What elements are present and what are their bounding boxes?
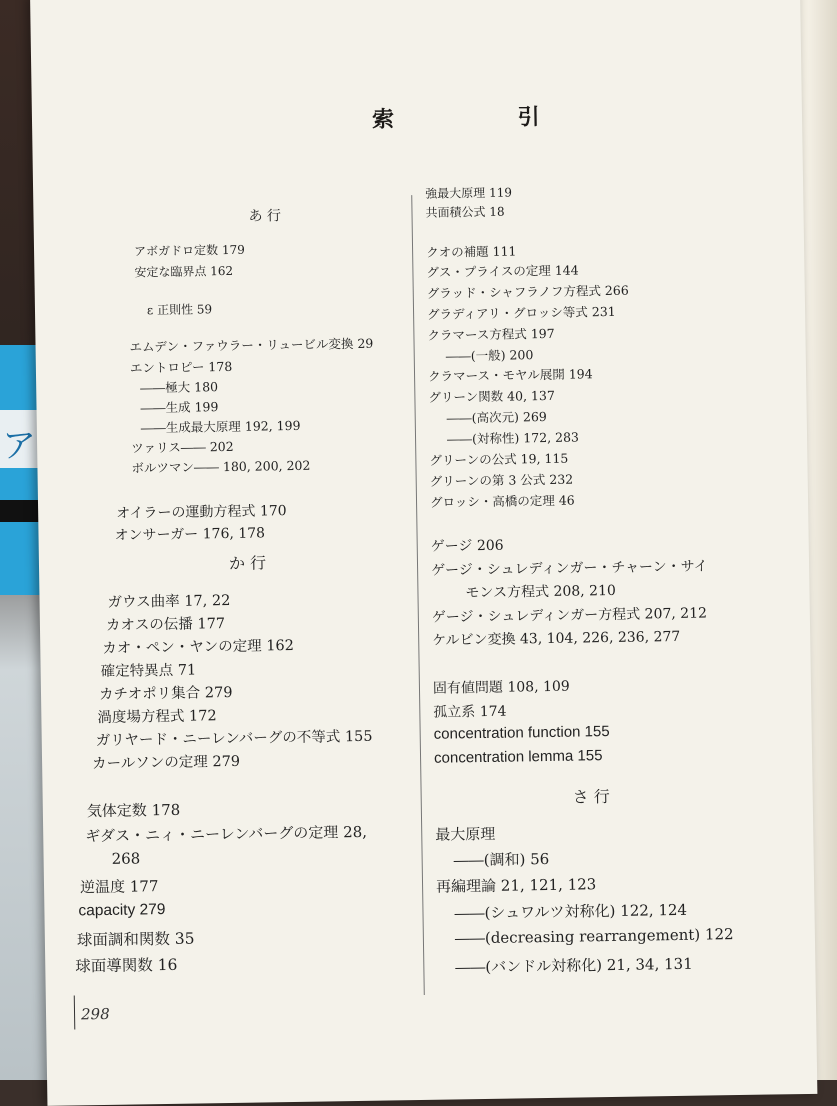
index-entry: ガリヤード・ニーレンバーグの不等式 155 bbox=[95, 728, 373, 750]
index-entry: ケルビン変換 43, 104, 226, 236, 277 bbox=[432, 628, 681, 649]
index-page bbox=[30, 0, 817, 1106]
index-entry: 気体定数 178 bbox=[86, 800, 181, 821]
index-entry: グラディアリ・グロッシ等式 231 bbox=[426, 303, 616, 322]
index-entry: 孤立系 174 bbox=[433, 703, 507, 721]
page-number: 298 bbox=[80, 1004, 110, 1024]
index-entry: グリーンの第 3 公式 232 bbox=[429, 471, 574, 489]
index-entry: カチオポリ集合 279 bbox=[98, 684, 233, 704]
index-entry: クオの補題 111 bbox=[426, 243, 517, 260]
index-entry: 268 bbox=[111, 849, 141, 868]
index-entry: 球面導関数 16 bbox=[75, 955, 178, 976]
index-entry: 確定特異点 71 bbox=[100, 662, 197, 681]
index-entry: ――(対称性) 172, 283 bbox=[446, 429, 580, 447]
index-entry: 渦度場方程式 172 bbox=[97, 708, 217, 727]
index-entry: ――(シュワルツ対称化) 122, 124 bbox=[454, 900, 688, 923]
index-entry: ――生成最大原理 192, 199 bbox=[140, 417, 301, 436]
index-entry: 再編理論 21, 121, 123 bbox=[435, 875, 597, 896]
index-entry: エントロピー 178 bbox=[129, 358, 233, 376]
index-entry: グス・プライスの定理 144 bbox=[426, 262, 579, 280]
index-entry: ギダス・ニィ・ニーレンバーグの定理 28, bbox=[85, 822, 368, 846]
index-entry: エムデン・ファウラー・リュービル変換 29 bbox=[129, 335, 374, 355]
index-entry: concentration function 155 bbox=[433, 723, 610, 743]
index-entry: ゲージ 206 bbox=[430, 537, 504, 555]
index-entry: ゲージ・シュレディンガー・チャーン・サイ bbox=[430, 558, 708, 579]
index-entry: モンス方程式 208, 210 bbox=[465, 582, 616, 602]
index-entry: ツァリス―― 202 bbox=[131, 438, 234, 456]
index-entry: ――(一般) 200 bbox=[445, 347, 534, 364]
index-entry: ε 正則性 59 bbox=[146, 302, 213, 318]
index-entry: グリーン関数 40, 137 bbox=[428, 387, 555, 405]
index-entry: ――極大 180 bbox=[140, 379, 219, 396]
index-entry: カオ・ペン・ヤンの定理 162 bbox=[102, 637, 295, 657]
index-entry: 球面調和関数 35 bbox=[76, 929, 195, 950]
index-entry: ――(decreasing rearrangement) 122 bbox=[454, 925, 734, 948]
index-entry: ――(調和) 56 bbox=[453, 849, 550, 870]
index-entry: オイラーの運動方程式 170 bbox=[116, 503, 287, 522]
left-column bbox=[30, 0, 426, 996]
right-column bbox=[422, 0, 818, 990]
index-entry: クラマース・モヤル展開 194 bbox=[427, 366, 593, 384]
index-entry: ゲージ・シュレディンガー方程式 207, 212 bbox=[431, 605, 708, 626]
index-entry: concentration lemma 155 bbox=[433, 747, 603, 767]
index-entry: ガウス曲率 17, 22 bbox=[107, 592, 231, 611]
index-entry: オンサーガー 176, 178 bbox=[114, 525, 266, 544]
index-entry: ボルツマン―― 180, 200, 202 bbox=[131, 457, 311, 476]
index-entry: 逆温度 177 bbox=[79, 877, 159, 897]
page-title: 索 引 bbox=[371, 103, 598, 133]
index-entry: アボガドロ定数 179 bbox=[133, 242, 245, 259]
index-entry: カオスの伝播 177 bbox=[105, 616, 226, 634]
index-entry: 最大原理 bbox=[435, 824, 496, 844]
book-cover-fragment: ア bbox=[0, 410, 42, 468]
index-entry: ――(高次元) 269 bbox=[446, 408, 547, 426]
section-heading-sa: さ 行 bbox=[572, 787, 610, 807]
index-entry: capacity 279 bbox=[78, 901, 166, 920]
index-entry: クラマース方程式 197 bbox=[427, 325, 555, 343]
index-entry: ――(バンドル対称化) 21, 34, 131 bbox=[455, 954, 693, 977]
section-heading-ka: か 行 bbox=[228, 553, 267, 573]
page-number-rule bbox=[74, 995, 76, 1029]
index-entry: グリーンの公式 19, 115 bbox=[429, 450, 569, 468]
section-heading-a: あ 行 bbox=[248, 208, 282, 225]
index-entry: 強最大原理 119 bbox=[425, 185, 513, 201]
index-entry: カールソンの定理 279 bbox=[91, 753, 241, 773]
index-entry: ――生成 199 bbox=[140, 399, 219, 416]
index-entry: グラッド・シャフラノフ方程式 266 bbox=[426, 282, 629, 301]
index-entry: 共面積公式 18 bbox=[425, 204, 505, 220]
index-entry: 安定な臨界点 162 bbox=[134, 263, 234, 280]
index-entry: 固有値問題 108, 109 bbox=[432, 678, 570, 697]
index-entry: グロッシ・高橋の定理 46 bbox=[429, 492, 575, 510]
